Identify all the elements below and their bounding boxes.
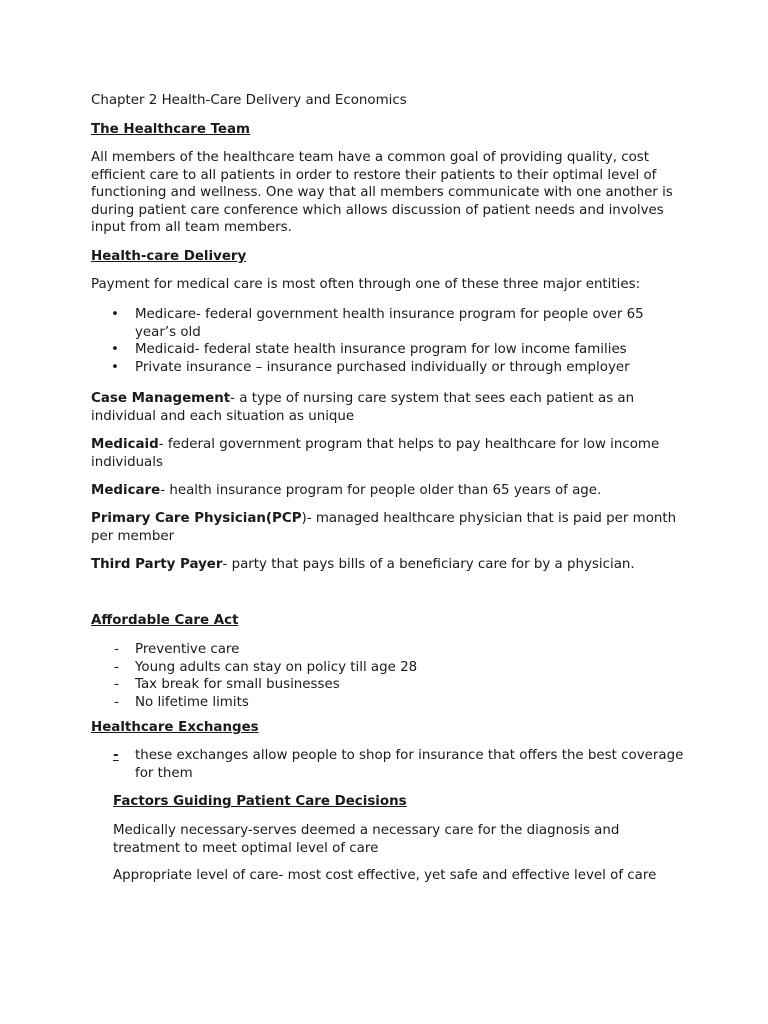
health-care-delivery-heading: Health-care Delivery — [91, 249, 247, 264]
medically-necessary-paragraph: Medically necessary-serves deemed a necessary care for the diagnosis and treatment to meet optimal level of care — [113, 823, 620, 856]
definition-text: - party that pays bills of a beneficiary care for by a physician. — [222, 557, 635, 572]
list-item: - Preventive care — [114, 642, 240, 657]
chapter-title: Chapter 2 Health-Care Delivery and Economics — [91, 93, 407, 108]
dash-marker: - — [114, 659, 119, 675]
list-item: • Private insurance – insurance purchased individually or through employer — [111, 359, 630, 375]
definition-case-management — [91, 390, 681, 425]
list-item: • Medicare- federal government health insurance program for people over 65 year’s old — [111, 307, 644, 340]
definition-term: Third Party Payer — [91, 557, 223, 572]
healthcare-exchanges-heading: Healthcare Exchanges — [91, 720, 259, 735]
affordable-care-act-list — [91, 641, 681, 711]
list-item: - No lifetime limits — [114, 694, 249, 710]
healthcare-exchanges-item: - these exchanges allow people to shop for insurance that offers the best coverage for them — [113, 748, 684, 781]
definition-text: )- managed healthcare physician that is paid per month per member — [91, 511, 677, 544]
appropriate-level-paragraph: Appropriate level of care- most cost effective, yet safe and effective level of care — [113, 868, 657, 883]
payment-entities-list — [91, 306, 681, 376]
bullet-icon: • — [111, 359, 119, 375]
bullet-icon: • — [111, 307, 119, 322]
list-item: • Medicaid- federal state health insurance program for low income families — [111, 342, 627, 358]
dash-marker: - — [114, 677, 119, 693]
definition-term: Medicare — [91, 483, 161, 498]
definition-text: - a type of nursing care system that sees each patient as an individual and each situation as unique — [91, 391, 635, 424]
dash-marker: - — [114, 642, 119, 657]
list-item: - Young adults can stay on policy till age 28 — [114, 659, 418, 675]
definition-term: Case Management — [91, 391, 231, 406]
factors-heading: Factors Guiding Patient Care Decisions — [113, 794, 407, 809]
definition-term: Primary Care Physician(PCP — [91, 511, 302, 526]
definition-medicare — [91, 482, 681, 500]
dash-marker: - — [114, 694, 119, 710]
bullet-icon: • — [111, 342, 119, 358]
definition-term: Medicaid — [91, 437, 159, 452]
healthcare-team-paragraph: All members of the healthcare team have a common goal of providing quality, cost efficient care to all patients in order to restore their patients to their optimal level of functioning and wellness. One way that all members communicate with one another is during patient care conference which allows discussion of patient needs and involves input from all team members. — [91, 150, 673, 236]
payment-intro-paragraph: Payment for medical care is most often through one of these three major entities: — [91, 277, 641, 292]
dash-marker: - — [113, 748, 119, 763]
healthcare-team-heading: The Healthcare Team — [91, 122, 251, 137]
affordable-care-act-heading: Affordable Care Act — [91, 613, 239, 628]
definition-medicaid — [91, 436, 681, 471]
definition-text: - federal government program that helps to pay healthcare for low income individuals — [91, 437, 660, 470]
list-item: - Tax break for small businesses — [114, 677, 340, 693]
definition-text: - health insurance program for people older than 65 years of age. — [160, 483, 602, 498]
definition-primary-care-physician — [91, 510, 681, 545]
definition-third-party-payer — [91, 556, 681, 574]
